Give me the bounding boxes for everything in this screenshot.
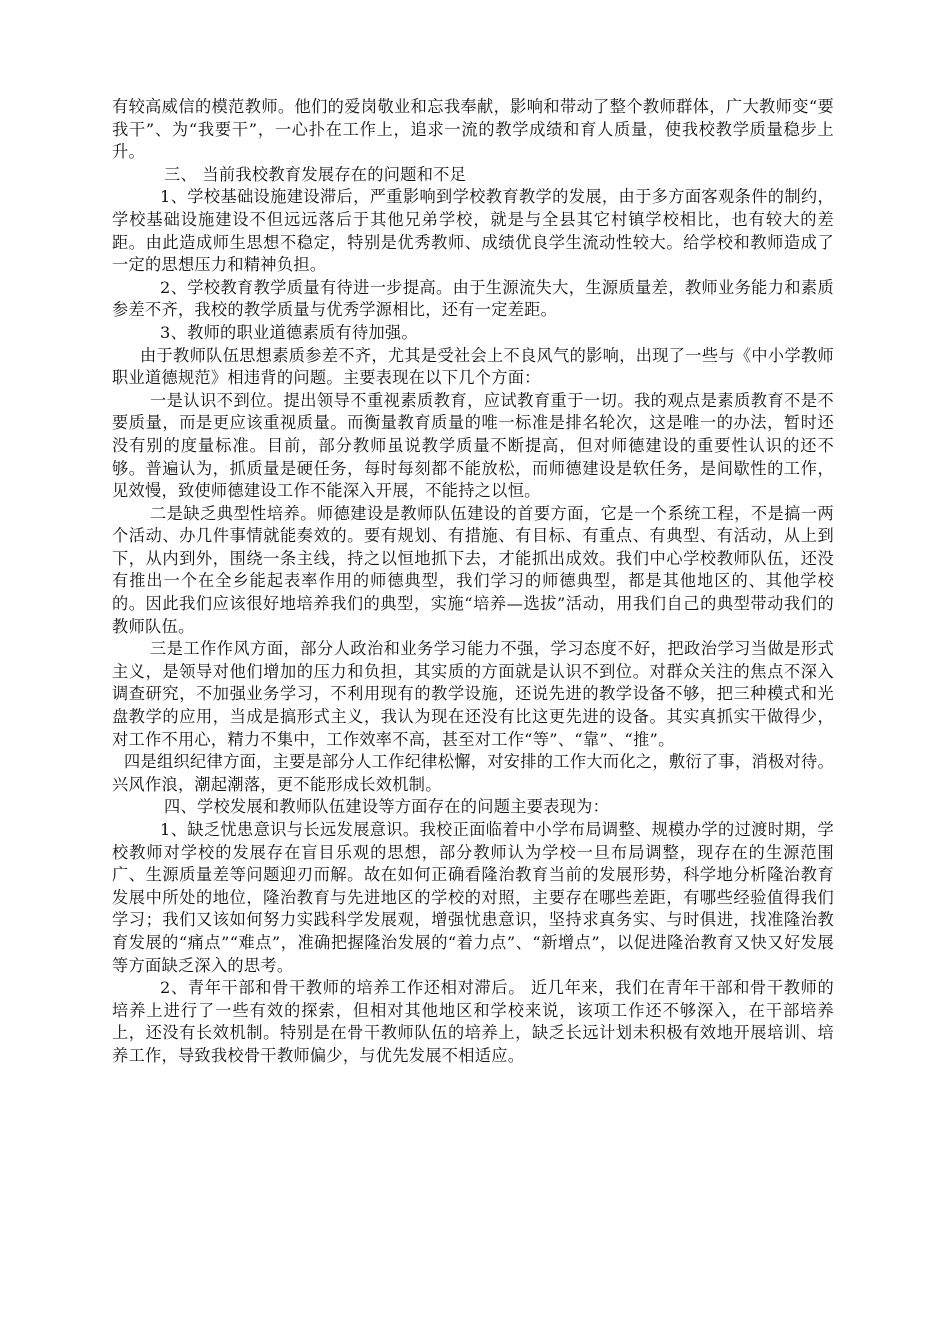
paragraph-issue-1: 1、学校基础设施建设滞后，严重影响到学校教育教学的发展，由于多方面客观条件的制约，学校基础设施建设不但远远落后于其他兄弟学校，就是与全县其它村镇学校相比，也有较大的差距。由此造成师生思想不稳定，特别是优秀教师、成绩优良学生流动性较大。给学校和教师造成了一定的思想压力和精神负担。: [112, 187, 834, 275]
paragraph-point-3: 三是工作作风方面，部分人政治和业务学习能力不强，学习态度不好，把政治学习当做是形式主义，是领导对他们增加的压力和负担，其实质的方面就是认识不到位。对群众关注的焦点不深入调查研究，不加强业务学习，不利用现有的教学设施，还说先进的教学设备不够，把三种模式和光盘教学的应用，当成是搞形式主义，我认为现在还没有比这更先进的设备。其实真抓实干做得少，对工作不用心，精力不集中，工作效率不高，甚至对工作“等”、“靠”、“推”。: [112, 639, 834, 749]
paragraph-point-2: 二是缺乏典型性培养。师德建设是教师队伍建设的首要方面，它是一个系统工程，不是搞一两个活动、办几件事情就能奏效的。要有规划、有措施、有目标、有重点、有典型、有活动，从上到下，从内到外，围绕一条主线，持之以恒地抓下去，才能抓出成效。我们中心学校教师队伍，还没有推出一个在全乡能起表率作用的师德典型，我们学习的师德典型，都是其他地区的、其他学校的。因此我们应该很好地培养我们的典型，实施“培养—选拔”活动，用我们自己的典型带动我们的教师队伍。: [112, 503, 834, 636]
paragraph-intro-continuation: 有较高威信的模范教师。他们的爱岗敬业和忘我奉献，影响和带动了整个教师群体，广大教师变“要我干”、为“我要干”，一心扑在工作上，追求一流的教学成绩和育人质量，使我校教学质量稳步上升。: [112, 97, 834, 162]
section-heading-3: 三、 当前我校教育发展存在的问题和不足: [164, 164, 467, 184]
paragraph-point-1: 一是认识不到位。提出领导不重视素质教育，应试教育重于一切。我的观点是素质教育不是不要质量，而是更应该重视质量。而衡量教育质量的唯一标准是排名轮次，这是唯一的办法，暂时还没有别的度量标准。目前，部分教师虽说教学质量不断提高，但对师德建设的重要性认识的还不够。普遍认为，抓质量是硬任务，每时每刻都不能放松，而师德建设是软任务，是间歇性的工作，见效慢，致使师德建设工作不能深入开展，不能持之以恒。: [112, 390, 834, 501]
document-page: [112, 96, 834, 1068]
paragraph-ethics-intro: 由于教师队伍思想素质参差不齐，尤其是受社会上不良风气的影响，出现了一些与《中小学教师职业道德规范》相违背的问题。主要表现在以下几个方面：: [112, 345, 834, 388]
paragraph-problem-1: 1、缺乏忧患意识与长远发展意识。我校正面临着中小学布局调整、规模办学的过渡时期，学校教师对学校的发展存在盲目乐观的思想，部分教师认为学校一旦布局调整，现存在的生源范围广、生源质量差等问题迎刃而解。故在如何正确看隆治教育当前的发展形势，科学地分析隆治教育发展中所处的地位，隆治教育与先进地区的学校的对照，主要存在哪些差距，有哪些经验值得我们学习；我们又该如何努力实践科学发展观，增强忧患意识，坚持求真务实、与时俱进，找准隆治教育发展的“痛点”“难点”，准确把握隆治发展的“着力点”、“新增点”，以促进隆治教育又快又好发展等方面缺乏深入的思考。: [112, 820, 834, 975]
paragraph-problem-2: 2、青年干部和骨干教师的培养工作还相对滞后。 近几年来，我们在青年干部和骨干教师的培养上进行了一些有效的探索，但相对其他地区和学校来说，该项工作还不够深入，在干部培养上，还没有长效机制。特别是在骨干教师队伍的培养上，缺乏长远计划未积极有效地开展培训、培养工作，导致我校骨干教师偏少，与优先发展不相适应。: [112, 978, 834, 1065]
section-heading-4: 四、学校发展和教师队伍建设等方面存在的问题主要表现为：: [164, 797, 610, 817]
paragraph-point-4: 四是组织纪律方面，主要是部分人工作纪律松懈，对安排的工作大而化之，敷衍了事，消极对待。兴风作浪，潮起潮落，更不能形成长效机制。: [112, 752, 834, 794]
paragraph-issue-2: 2、学校教育教学质量有待进一步提高。由于生源流失大，生源质量差，教师业务能力和素质参差不齐，我校的教学质量与优秀学源相比，还有一定差距。: [112, 277, 834, 320]
paragraph-issue-3: 3、教师的职业道德素质有待加强。: [160, 322, 418, 342]
